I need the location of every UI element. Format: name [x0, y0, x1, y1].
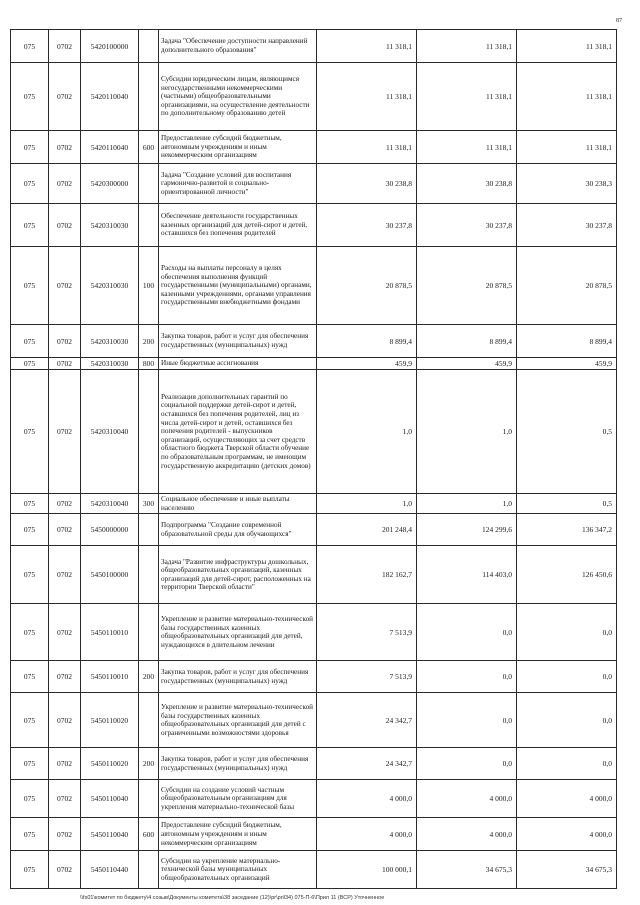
expense-type-cell	[139, 30, 159, 63]
amount-2019-cell: 0,0	[417, 693, 517, 748]
ved-cell: 075	[11, 204, 49, 247]
amount-2020-cell: 30 237,8	[517, 204, 617, 247]
expense-type-cell: 600	[139, 131, 159, 164]
target-article-cell: 5450110040	[81, 818, 139, 851]
target-article-cell: 5450110020	[81, 748, 139, 780]
ved-cell: 075	[11, 514, 49, 546]
description-cell: Задача "Создание условий для воспитания гармонично-развитой и социально-ориентированной личности"	[159, 164, 317, 204]
footer-path: \\fs01\комитет по бюджету\4 созыв\Документы комитета\38 заседание (12)\pr\pril34) 075-П-6\Прил 11 (ВСР) Уточненное	[80, 895, 385, 901]
amount-2019-cell: 0,0	[417, 661, 517, 693]
amount-2018-cell: 8 899,4	[317, 325, 417, 358]
ved-cell: 075	[11, 851, 49, 889]
amount-2020-cell: 0,0	[517, 604, 617, 661]
ved-cell: 075	[11, 370, 49, 494]
amount-2020-cell: 4 000,0	[517, 818, 617, 851]
target-article-cell: 5450100000	[81, 546, 139, 604]
description-cell: Закупка товаров, работ и услуг для обеспечения государственных (муниципальных) нужд	[159, 661, 317, 693]
section-cell: 0702	[49, 325, 81, 358]
amount-2020-cell: 136 347,2	[517, 514, 617, 546]
expense-type-cell: 200	[139, 325, 159, 358]
description-cell: Иные бюджетные ассигнования	[159, 358, 317, 370]
amount-2019-cell: 0,0	[417, 748, 517, 780]
section-cell: 0702	[49, 164, 81, 204]
ved-cell: 075	[11, 748, 49, 780]
amount-2018-cell: 7 513,9	[317, 661, 417, 693]
ved-cell: 075	[11, 325, 49, 358]
expense-type-cell	[139, 204, 159, 247]
description-cell: Обеспечение деятельности государственных казенных организаций для детей-сирот и детей, оставшихся без попечения родителей	[159, 204, 317, 247]
target-article-cell: 5420300000	[81, 164, 139, 204]
table-row	[11, 780, 617, 818]
table-row	[11, 693, 617, 748]
description-cell: Задача "Развитие инфраструктуры дошкольных, общеобразовательных организаций, казенных организаций для детей-сирот, расположенных на территории Тверской области"	[159, 546, 317, 604]
table-row	[11, 30, 617, 63]
target-article-cell: 5450110010	[81, 661, 139, 693]
ved-cell: 075	[11, 693, 49, 748]
ved-cell: 075	[11, 247, 49, 325]
target-article-cell: 5420310040	[81, 370, 139, 494]
amount-2020-cell: 34 675,3	[517, 851, 617, 889]
description-cell: Субсидии на создание условий частным общеобразовательным организациям для укрепления материально-технической базы	[159, 780, 317, 818]
table-body	[11, 30, 617, 889]
expense-type-cell	[139, 604, 159, 661]
target-article-cell: 5420310030	[81, 325, 139, 358]
ved-cell: 075	[11, 661, 49, 693]
ved-cell: 075	[11, 604, 49, 661]
table-row	[11, 851, 617, 889]
ved-cell: 075	[11, 818, 49, 851]
amount-2018-cell: 1,0	[317, 370, 417, 494]
description-cell: Субсидии на укрепление материально-технической базы муниципальных общеобразовательных организаций	[159, 851, 317, 889]
section-cell: 0702	[49, 546, 81, 604]
ved-cell: 075	[11, 30, 49, 63]
target-article-cell: 5450110440	[81, 851, 139, 889]
expense-type-cell	[139, 851, 159, 889]
amount-2019-cell: 34 675,3	[417, 851, 517, 889]
description-cell: Укрепление и развитие материально-технической базы государственных казенных общеобразовательных организаций для детей с ограниченными возможностями здоровья	[159, 693, 317, 748]
table-row	[11, 546, 617, 604]
table-row	[11, 370, 617, 494]
table-row	[11, 494, 617, 514]
table-row	[11, 131, 617, 164]
amount-2018-cell: 30 238,8	[317, 164, 417, 204]
amount-2020-cell: 20 878,5	[517, 247, 617, 325]
target-article-cell: 5420310040	[81, 494, 139, 514]
table-row	[11, 514, 617, 546]
amount-2018-cell: 7 513,9	[317, 604, 417, 661]
amount-2020-cell: 0,0	[517, 693, 617, 748]
amount-2018-cell: 4 000,0	[317, 780, 417, 818]
description-cell: Субсидии юридическим лицам, являющимся негосударственными некоммерческими (частными) общеобразовательными организациями, на осуществление деятельности по дополнительному образованию детей	[159, 63, 317, 131]
ved-cell: 075	[11, 780, 49, 818]
amount-2019-cell: 4 000,0	[417, 780, 517, 818]
amount-2018-cell: 24 342,7	[317, 748, 417, 780]
expense-type-cell	[139, 164, 159, 204]
section-cell: 0702	[49, 748, 81, 780]
amount-2019-cell: 1,0	[417, 494, 517, 514]
ved-cell: 075	[11, 63, 49, 131]
amount-2020-cell: 4 000,0	[517, 780, 617, 818]
amount-2020-cell: 11 318,1	[517, 131, 617, 164]
section-cell: 0702	[49, 494, 81, 514]
table-row	[11, 818, 617, 851]
amount-2018-cell: 100 000,1	[317, 851, 417, 889]
description-cell: Закупка товаров, работ и услуг для обеспечения государственных (муниципальных) нужд	[159, 748, 317, 780]
ved-cell: 075	[11, 546, 49, 604]
amount-2018-cell: 459,9	[317, 358, 417, 370]
section-cell: 0702	[49, 370, 81, 494]
amount-2018-cell: 182 162,7	[317, 546, 417, 604]
section-cell: 0702	[49, 204, 81, 247]
table-row	[11, 247, 617, 325]
target-article-cell: 5450110020	[81, 693, 139, 748]
section-cell: 0702	[49, 818, 81, 851]
table-row	[11, 604, 617, 661]
amount-2018-cell: 20 878,5	[317, 247, 417, 325]
table-row	[11, 661, 617, 693]
target-article-cell: 5450110010	[81, 604, 139, 661]
ved-cell: 075	[11, 494, 49, 514]
amount-2019-cell: 30 238,8	[417, 164, 517, 204]
expense-type-cell: 300	[139, 494, 159, 514]
table-row	[11, 164, 617, 204]
target-article-cell: 5450000000	[81, 514, 139, 546]
amount-2020-cell: 0,5	[517, 370, 617, 494]
amount-2020-cell: 459,9	[517, 358, 617, 370]
amount-2018-cell: 11 318,1	[317, 63, 417, 131]
amount-2019-cell: 4 000,0	[417, 818, 517, 851]
expense-type-cell: 200	[139, 661, 159, 693]
expense-type-cell	[139, 693, 159, 748]
expense-type-cell	[139, 370, 159, 494]
target-article-cell: 5420110040	[81, 131, 139, 164]
amount-2019-cell: 124 299,6	[417, 514, 517, 546]
section-cell: 0702	[49, 604, 81, 661]
table-row	[11, 63, 617, 131]
section-cell: 0702	[49, 63, 81, 131]
amount-2019-cell: 459,9	[417, 358, 517, 370]
amount-2018-cell: 1,0	[317, 494, 417, 514]
description-cell: Укрепление и развитие материально-технической базы государственных казенных общеобразовательных организаций для детей, нуждающихся в длительном лечении	[159, 604, 317, 661]
amount-2018-cell: 11 318,1	[317, 131, 417, 164]
page-number: 87	[616, 18, 622, 24]
amount-2019-cell: 0,0	[417, 604, 517, 661]
amount-2020-cell: 0,0	[517, 748, 617, 780]
expense-type-cell: 100	[139, 247, 159, 325]
section-cell: 0702	[49, 247, 81, 325]
amount-2020-cell: 0,5	[517, 494, 617, 514]
target-article-cell: 5420100000	[81, 30, 139, 63]
expense-type-cell: 800	[139, 358, 159, 370]
amount-2019-cell: 11 318,1	[417, 131, 517, 164]
description-cell: Социальное обеспечение и иные выплаты населению	[159, 494, 317, 514]
amount-2019-cell: 114 403,0	[417, 546, 517, 604]
amount-2019-cell: 1,0	[417, 370, 517, 494]
table-row	[11, 204, 617, 247]
section-cell: 0702	[49, 661, 81, 693]
description-cell: Реализация дополнительных гарантий по социальной поддержке детей-сирот и детей, оставшихся без попечения родителей, лиц из числа детей-сирот и детей, оставшихся без попечения родителей - выпускников организаций, осуществляющих за счет средств областного бюджета Тверской области обучение по образовательным программам, не имеющим государственную аккредитацию (детских домов)	[159, 370, 317, 494]
description-cell: Подпрограмма "Создание современной образовательной среды для обучающихся"	[159, 514, 317, 546]
amount-2020-cell: 126 450,6	[517, 546, 617, 604]
section-cell: 0702	[49, 30, 81, 63]
amount-2020-cell: 11 318,1	[517, 63, 617, 131]
amount-2019-cell: 8 899,4	[417, 325, 517, 358]
section-cell: 0702	[49, 131, 81, 164]
target-article-cell: 5420110040	[81, 63, 139, 131]
description-cell: Закупка товаров, работ и услуг для обеспечения государственных (муниципальных) нужд	[159, 325, 317, 358]
amount-2018-cell: 4 000,0	[317, 818, 417, 851]
budget-table	[10, 29, 617, 889]
amount-2020-cell: 11 318,1	[517, 30, 617, 63]
target-article-cell: 5450110040	[81, 780, 139, 818]
expense-type-cell	[139, 780, 159, 818]
amount-2019-cell: 20 878,5	[417, 247, 517, 325]
target-article-cell: 5420310030	[81, 247, 139, 325]
table-row	[11, 748, 617, 780]
section-cell: 0702	[49, 693, 81, 748]
ved-cell: 075	[11, 164, 49, 204]
amount-2019-cell: 11 318,1	[417, 30, 517, 63]
amount-2018-cell: 30 237,8	[317, 204, 417, 247]
description-cell: Предоставление субсидий бюджетным, автономным учреждениям и иным некоммерческим организациям	[159, 818, 317, 851]
expense-type-cell: 200	[139, 748, 159, 780]
section-cell: 0702	[49, 780, 81, 818]
amount-2019-cell: 11 318,1	[417, 63, 517, 131]
expense-type-cell	[139, 514, 159, 546]
amount-2019-cell: 30 237,8	[417, 204, 517, 247]
amount-2020-cell: 8 899,4	[517, 325, 617, 358]
ved-cell: 075	[11, 358, 49, 370]
amount-2018-cell: 11 318,1	[317, 30, 417, 63]
description-cell: Расходы на выплаты персоналу в целях обеспечения выполнения функций государственными (муниципальными) органами, казенными учреждениями, органами управления государственными внебюджетными фондами	[159, 247, 317, 325]
ved-cell: 075	[11, 131, 49, 164]
expense-type-cell: 600	[139, 818, 159, 851]
target-article-cell: 5420310030	[81, 204, 139, 247]
amount-2018-cell: 201 248,4	[317, 514, 417, 546]
amount-2018-cell: 24 342,7	[317, 693, 417, 748]
description-cell: Предоставление субсидий бюджетным, автономным учреждениям и иным некоммерческим организациям	[159, 131, 317, 164]
amount-2020-cell: 30 238,3	[517, 164, 617, 204]
target-article-cell: 5420310030	[81, 358, 139, 370]
amount-2020-cell: 0,0	[517, 661, 617, 693]
expense-type-cell	[139, 63, 159, 131]
section-cell: 0702	[49, 851, 81, 889]
table-row	[11, 358, 617, 370]
description-cell: Задача "Обеспечение доступности направлений дополнительного образования"	[159, 30, 317, 63]
section-cell: 0702	[49, 358, 81, 370]
section-cell: 0702	[49, 514, 81, 546]
expense-type-cell	[139, 546, 159, 604]
table-row	[11, 325, 617, 358]
